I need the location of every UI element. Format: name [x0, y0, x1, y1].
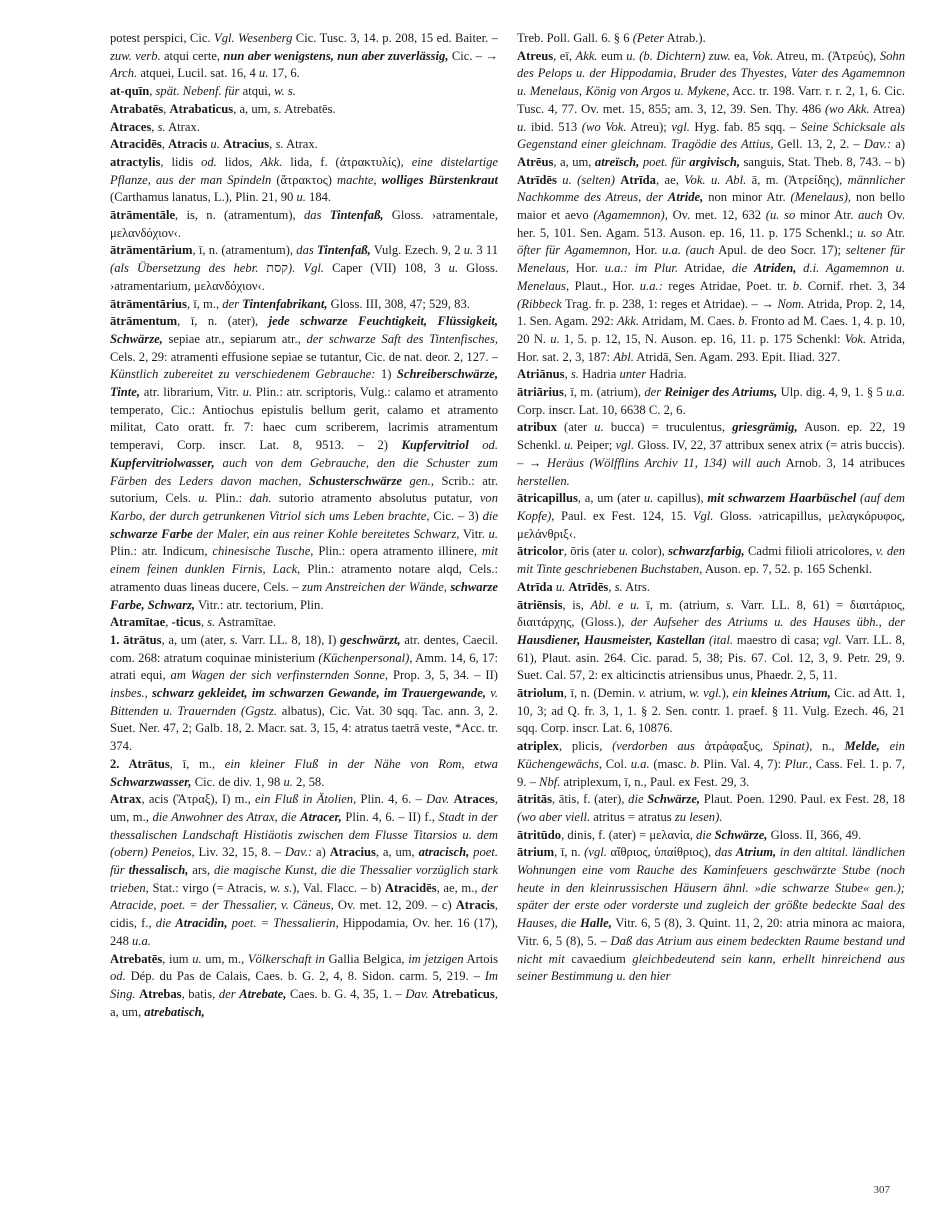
dictionary-entry: ātricapillus, a, um (ater u. capillus), mit schwarzem Haarbüschel (auf dem Kopfe), Paul. ex Fest. 124, 15. Vgl. Gloss. ›atricapillus, μελαγκόρυφος, μελάνθριξ‹.	[517, 491, 905, 541]
dictionary-entry: Atreus, eī, Akk. eum u. (b. Dichtern) zuw. ea, Vok. Atreu, m. (Ἀτρεύς), Sohn des Pelops u. der Hippodamia, Bruder des Thyestes, Vater des Agamemnon u. Menelaus, König von Argos u. Mykene, Acc. tr. 198. Varr. r. r. 2, 1, 6. Cic. Tusc. 4, 77. Ov. met. 15, 855; am. 3, 12, 39. Sen. Thy. 486 (wo Akk. Atrea) u. ibid. 513 (wo Vok. Atreu); vgl. Hyg. fab. 85 sqq. – Seine Schicksale als Gegenstand einer gleichnam. Tragödie des Attius, Gell. 13, 2, 2. – Dav.: a) Atrēus, a, um, atreïsch, poet. für argivisch, sanguis, Stat. Theb. 8, 743. – b) Atrīdēs u. (selten) Atrīda, ae, Vok. u. Abl. ā, m. (Ἀτρείδης), männlicher Nachkomme des Atreus, der Atride, non minor Atr. (Menelaus), non bello maior et aevo (Agamemnon), Ov. met. 12, 632 (u. so minor Atr. auch Ov. her. 5, 101. Sen. Agam. 513. Auson. ep. 16, 11. p. 175 Schenkl.; u. so Atr. öfter für Agamemnon, Hor. u.a. (auch Apul. de deo Socr. 17); seltener für Menelaus, Hor. u.a.: im Plur. Atridae, die Atriden, d.i. Agamemnon u. Menelaus, Plaut., Hor. u.a.: reges Atridae, Poet. tr. b. Cornif. rhet. 3, 34 (Ribbeck Trag. fr. p. 238, 1: reges et Atridae). – → Nom. Atrida, Prop. 2, 14, 1. Sen. Agam. 292: Akk. Atridam, M. Caes. b. Fronto ad M. Caes. 1, 4. p. 10, 20 N. u. 1, 5. p. 12, 15, N. Auson. ep. 16, 11. p. 175 Schenkl: Vok. Atrida, Hor. sat. 2, 3, 187: Abl. Atridā, Sen. Agam. 293. Epit. Iliad. 327.	[517, 48, 905, 364]
dictionary-entry: atractylis, lidis od. lidos, Akk. lida, f. (ἀτρακτυλίς), eine distelartige Pflanze, aus der man Spindeln (ἄτρακτος) machte, wolliges Bürstenkraut (Carthamus lanatus, L.), Plin. 21, 90 u. 184.	[110, 154, 498, 205]
dictionary-entry: ātritās, ātis, f. (ater), die Schwärze, Plaut. Poen. 1290. Paul. ex Fest. 28, 18 (wo aber viell. atritus = atratus zu lesen).	[517, 792, 905, 824]
right-column	[517, 30, 905, 1175]
dictionary-entry: ātrium, ī, n. (vgl. αἴθριος, ὑπαίθριος), das Atrium, in den altital. ländlichen Wohnungen eine vom Rauche des Kaminfeuers geschwärzte Stube (noch heute in den kleinrussischen Häusern ähnl. »die schwarze Stube« gen.); später der erste oder vorderste und zugleich der größte bedeckte Saal des Hauses, die Halle, Vitr. 6, 5 (8), 3. Quint. 11, 2, 20: atria minora ac maiora, Vitr. 6, 5 (8), 5. – Daß das Atrium aus einem bedeckten Raume bestand und nicht mit cavaedium gleichbedeutend sein kann, erhellt hinreichend aus seiner Bestimmung u. den hier	[517, 845, 905, 984]
dictionary-entry: ātrāmentum, ī, n. (ater), jede schwarze Feuchtigkeit, Flüssigkeit, Schwärze, sepiae atr., sepiarum atr., der schwarze Saft des Tintenfisches, Cels. 2, 29: atramenti effusione sepiae se tutantur, Cic. de nat. deor. 2, 127. – Künstlich zubereitet zu verschiedenem Gebrauche: 1) Schreiberschwärze, Tinte, atr. librarium, Vitr. u. Plin.: atr. scriptoris, Vulg.: calamo et atramento temperato, Cic.: Antiochus epistulis bellum gerit, calamo et atramento militat, Cato oratt. fr. 7: haec cum scriberem, lacrimis atramentum temperavi, Corp. inscr. Lat. 8, 9513. – 2) Kupfervitriol od. Kupfervitriolwasser, auch von dem Gebrauche, den die Schuster zum Färben des Leders davon machen, Schusterschwärze gen., Scrib.: atr. sutorium, Cels. u. Plin.: dah. sutorio atramento absolutus putatur, von Karbo, der durch getrunkenen Vitriol sich ums Leben brachte, Cic. – 3) die schwarze Farbe der Maler, ein aus reiner Kohle bereitetes Schwarz, Vitr. u. Plin.: atr. Indicum, chinesische Tusche, Plin.: opera atramento illinere, mit einem feinen dunklen Firnis, Lack, Plin.: atramento notare alqd, Cels.: atramento duas lineas ducere, Cels. – zum Anstreichen der Wände, schwarze Farbe, Schwarz, Vitr.: atr. tectorium, Plin.	[110, 314, 498, 612]
dictionary-entry: Atracidēs, Atracis u. Atracius, s. Atrax.	[110, 137, 318, 152]
dictionary-entry: 2. Atrātus, ī, m., ein kleiner Fluß in der Nähe von Rom, etwa Schwarzwasser, Cic. de div. 1, 98 u. 2, 58.	[110, 756, 498, 789]
dictionary-entry: Atramītae, -ticus, s. Astramītae.	[110, 615, 277, 630]
dictionary-entry: ātricolor, ōris (ater u. color), schwarzfarbig, Cadmi filioli atricolores, v. den mit Tinte geschriebenen Buchstaben, Auson. ep. 7, 52. p. 165 Schenkl.	[517, 544, 905, 577]
left-column	[110, 30, 498, 1175]
dictionary-entry: 1. ātrātus, a, um (ater, s. Varr. LL. 8, 18), I) geschwärzt, atr. dentes, Caecil. com. 268: atratum coquinae ministerium (Küchenpersonal), Amm. 14, 6, 17: atrati equi, am Wagen der sich verfinsternden Sonne, Prop. 3, 5, 34. – II) insbes., schwarz gekleidet, im schwarzen Gewande, im Trauergewande, v. Bittenden u. Trauernden (Ggstz. albatus), Cic. Vat. 30 sqq. Tac. ann. 3, 2. Suet. Ner. 47, 2; Galb. 18, 2. Macr. sat. 3, 15, 4: atratus taetrā veste, *Acc. tr. 374.	[110, 632, 498, 754]
dictionary-entry: potest perspici, Cic. Vgl. Wesenberg Cic. Tusc. 3, 14. p. 208, 15 ed. Baiter. – zuw. verb. atqui certe, nun aber wenigstens, nun aber zuverlässig, Cic. – → Arch. atquei, Lucil. sat. 16, 4 u. 17, 6.	[110, 31, 498, 81]
dictionary-entry: Atrabatēs, Atrabaticus, a, um, s. Atrebatēs.	[110, 101, 336, 116]
dictionary-entry: Atriānus, s. Hadria unter Hadria.	[517, 367, 687, 382]
dictionary-entry: ātritūdo, dinis, f. (ater) = μελανία, die Schwärze, Gloss. II, 366, 49.	[517, 827, 862, 842]
dictionary-entry: atribux (ater u. bucca) = truculentus, griesgrämig, Auson. ep. 22, 19 Schenkl. u. Peiper; vgl. Gloss. IV, 22, 37 attribux senex atrix (= atris buccis). – → Heräus (Wölfflins Archiv 11, 134) will auch Arnob. 3, 14 atribuces herstellen.	[517, 420, 905, 488]
dictionary-entry: atriplex, plicis, (verdorben aus ἀτράφαξυς, Spinat), n., Melde, ein Küchengewächs, Col. u.a. (masc. b. Plin. Val. 4, 7): Plur., Cass. Fel. 1. p. 7, 9. – Nbf. atriplexum, ī, n., Paul. ex Fest. 29, 3.	[517, 739, 905, 789]
dictionary-entry: Atrax, acis (Ἄτραξ), I) m., ein Fluß in Ätolien, Plin. 4, 6. – Dav. Atraces, um, m., die Anwohner des Atrax, die Atracer, Plin. 4, 6. – II) f., Stadt in der thessalischen Landschaft Histiäotis zwischen dem Flusse Titarsios u. dem (obern) Peneios, Liv. 32, 15, 8. – Dav.: a) Atracius, a, um, atracisch, poet. für thessalisch, ars, die magische Kunst, die die Thessalier vorzüglich stark trieben, Stat.: virgo (= Atracis, w. s.), Val. Flacc. – b) Atracidēs, ae, m., der Atracide, poet. = der Thessalier, v. Cäneus, Ov. met. 12, 209. – c) Atracis, cidis, f., die Atracidin, poet. = Thessalierin, Hippodamia, Ov. her. 16 (17), 248 u.a.	[110, 792, 498, 948]
dictionary-entry: ātriolum, ī, n. (Demin. v. atrium, w. vgl.), ein kleines Atrium, Cic. ad Att. 1, 10, 3; ad Q. fr. 3, 1, 1. § 2. Sen. contr. 1. praef. § 11. Vulg. Ezech. 46, 21 sqq. Corp. inscr. Lat. 6, 10876.	[517, 686, 905, 736]
dictionary-entry: Atraces, s. Atrax.	[110, 119, 200, 134]
dictionary-page	[110, 30, 905, 1180]
dictionary-entry: ātriārius, ī, m. (atrium), der Reiniger des Atriums, Ulp. dig. 4, 9, 1. § 5 u.a. Corp. inscr. Lat. 10, 6638 C. 2, 6.	[517, 385, 905, 417]
dictionary-entry: Atrebatēs, ium u. um, m., Völkerschaft in Gallia Belgica, im jetzigen Artois od. Dép. du Pas de Calais, Caes. b. G. 2, 4, 8. Sidon. carm. 5, 219. – Im Sing. Atrebas, batis, der Atrebate, Caes. b. G. 4, 35, 1. – Dav. Atrebaticus, a, um, atrebatisch,	[110, 951, 498, 1019]
dictionary-entry: ātrāmentārius, ī, m., der Tintenfabrikant, Gloss. III, 308, 47; 529, 83.	[110, 296, 470, 311]
dictionary-entry: Treb. Poll. Gall. 6. § 6 (Peter Atrab.).	[517, 31, 706, 45]
dictionary-entry: ātrāmentāle, is, n. (atramentum), das Tintenfaß, Gloss. ›atramentale, μελανδόχιον‹.	[110, 208, 498, 240]
dictionary-entry: at-quīn, spät. Nebenf. für atqui, w. s.	[110, 84, 296, 99]
dictionary-entry: ātriēnsis, is, Abl. e u. ī, m. (atrium, s. Varr. LL. 8, 61) = διαιτάριος, διαιτάρχης, (Gloss.), der Aufseher des Atriums u. des Hauses übh., der Hausdiener, Hausmeister, Kastellan (ital. maestro di casa; vgl. Varr. LL. 8, 61), Plaut. asin. 264. Cic. parad. 5, 38; Pis. 67. Col. 12, 3, 9. Petr. 29, 9. Suet. Cal. 57, 2: ex alticinctis atriensibus unus, Phaedr. 2, 5, 11.	[517, 597, 905, 683]
dictionary-entry: Atrīda u. Atrīdēs, s. Atrs.	[517, 579, 650, 594]
page-number: 307	[873, 1184, 890, 1196]
dictionary-entry: ātrāmentārium, ī, n. (atramentum), das Tintenfaß, Vulg. Ezech. 9, 2 u. 3 11 (als Übersetzung des hebr. קסת). Vgl. Caper (VII) 108, 3 u. Gloss. ›atramentarium, μελανδόχιον‹.	[110, 243, 498, 293]
